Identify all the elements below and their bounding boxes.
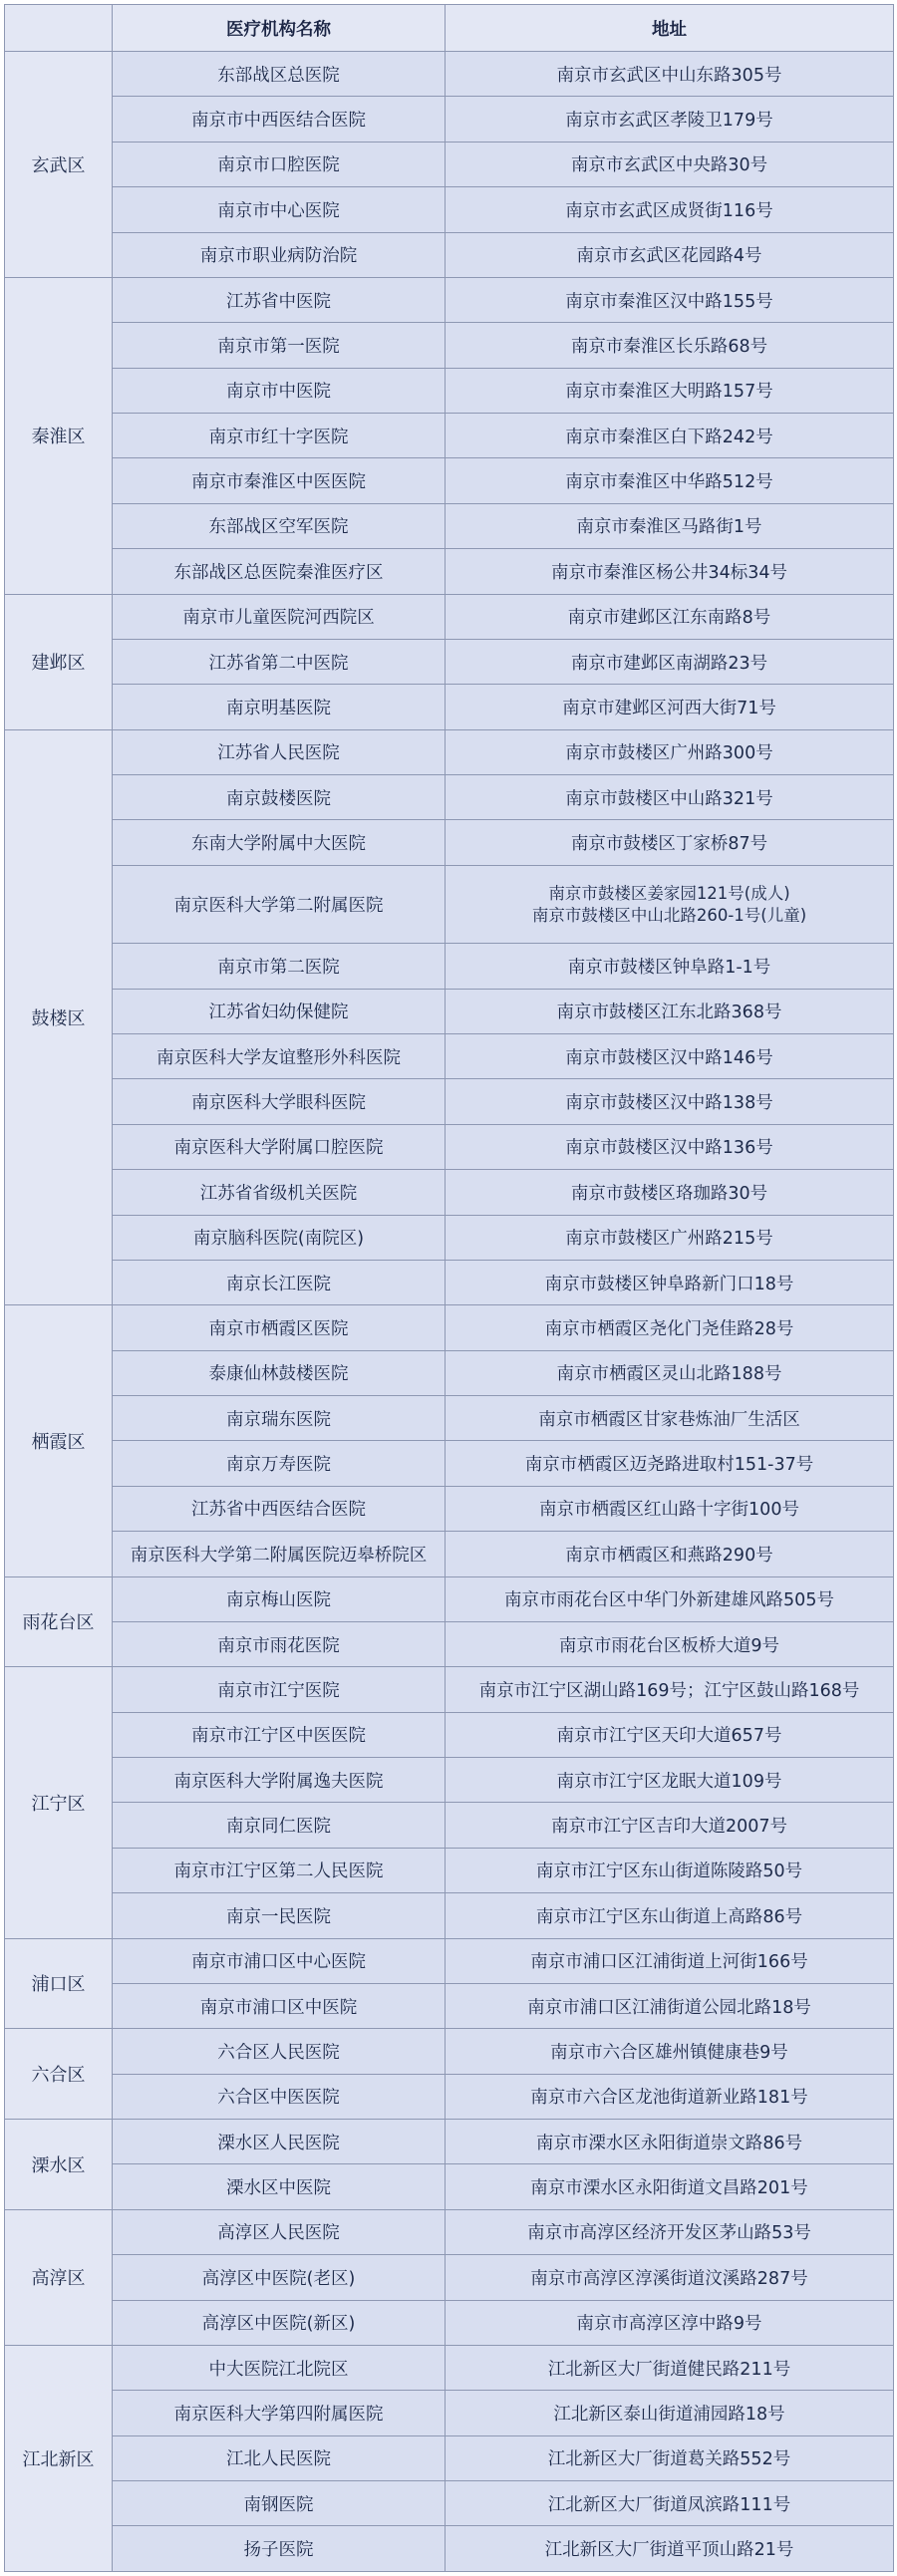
- hospital-name-cell: 南京梅山医院: [113, 1576, 446, 1621]
- table-row: [5, 52, 894, 97]
- table-row: [5, 2120, 894, 2164]
- hospital-name-cell: 东南大学附属中大医院: [113, 820, 446, 865]
- hospital-name-cell: 南京市中医院: [113, 368, 446, 413]
- address-cell: 南京市高淳区淳溪街道汶溪路287号: [446, 2255, 894, 2300]
- hospital-name-cell: 东部战区空军医院: [113, 503, 446, 548]
- address-cell: 南京市六合区雄州镇健康巷9号: [446, 2029, 894, 2074]
- address-cell: 南京市鼓楼区钟阜路1-1号: [446, 944, 894, 989]
- hospital-name-cell: 溧水区人民医院: [113, 2120, 446, 2164]
- hospital-name-cell: 南京市浦口区中心医院: [113, 1938, 446, 1983]
- table-row: [5, 2526, 894, 2572]
- address-cell: 南京市江宁区天印大道657号: [446, 1712, 894, 1757]
- district-cell: 浦口区: [5, 1938, 113, 2029]
- hospital-name-cell: 南京市第一医院: [113, 323, 446, 368]
- hospital-name-cell: 江苏省中医院: [113, 277, 446, 322]
- table-row: [5, 1486, 894, 1531]
- table-row: [5, 2300, 894, 2345]
- address-cell: 南京市秦淮区马路街1号: [446, 503, 894, 548]
- district-cell: 鼓楼区: [5, 729, 113, 1305]
- hospital-name-cell: 南京长江医院: [113, 1260, 446, 1304]
- address-cell: [446, 865, 894, 944]
- table-row: [5, 1215, 894, 1260]
- hospital-name-cell: 南京瑞东医院: [113, 1396, 446, 1441]
- header-address: 地址: [446, 5, 894, 52]
- table-row: [5, 820, 894, 865]
- hospital-name-cell: 江苏省省级机关医院: [113, 1170, 446, 1215]
- hospital-name-cell: 高淳区中医院(新区): [113, 2300, 446, 2345]
- address-cell: 南京市鼓楼区广州路215号: [446, 1215, 894, 1260]
- address-cell: 南京市浦口区江浦街道上河街166号: [446, 1938, 894, 1983]
- address-cell: 南京市鼓楼区汉中路136号: [446, 1124, 894, 1169]
- address-cell: 南京市玄武区中央路30号: [446, 142, 894, 186]
- address-cell: 南京市鼓楼区钟阜路新门口18号: [446, 1260, 894, 1304]
- table-row: [5, 1667, 894, 1712]
- hospital-name-cell: 南京市江宁区第二人民医院: [113, 1848, 446, 1892]
- address-cell: 江北新区泰山街道浦园路18号: [446, 2391, 894, 2435]
- address-cell: 南京市秦淮区大明路157号: [446, 368, 894, 413]
- table-row: [5, 1803, 894, 1848]
- address-cell: 南京市江宁区东山街道陈陵路50号: [446, 1848, 894, 1892]
- table-row: [5, 2029, 894, 2074]
- address-cell: 南京市玄武区花园路4号: [446, 232, 894, 277]
- table-row: [5, 2345, 894, 2390]
- district-cell: 高淳区: [5, 2209, 113, 2345]
- table-row: [5, 1712, 894, 1757]
- table-row: [5, 97, 894, 142]
- district-cell: 溧水区: [5, 2120, 113, 2210]
- table-row: [5, 1350, 894, 1395]
- district-cell: 秦淮区: [5, 277, 113, 594]
- hospital-name-cell: 江北人民医院: [113, 2435, 446, 2480]
- hospital-name-cell: 南京医科大学附属逸夫医院: [113, 1758, 446, 1803]
- hospital-name-cell: 高淳区人民医院: [113, 2209, 446, 2254]
- address-cell: 南京市溧水区永阳街道文昌路201号: [446, 2164, 894, 2209]
- header-row: [5, 5, 894, 52]
- table-row: [5, 685, 894, 729]
- district-cell: 玄武区: [5, 52, 113, 278]
- district-cell: 栖霞区: [5, 1305, 113, 1576]
- hospital-name-cell: 南京鼓楼医院: [113, 775, 446, 820]
- address-line: 南京市鼓楼区姜家园121号(成人): [548, 883, 790, 903]
- district-cell: 江宁区: [5, 1667, 113, 1938]
- table-row: [5, 1938, 894, 1983]
- district-cell: 六合区: [5, 2029, 113, 2120]
- table-row: [5, 1848, 894, 1892]
- address-cell: 南京市雨花台区中华门外新建雄风路505号: [446, 1576, 894, 1621]
- table-row: [5, 1576, 894, 1621]
- address-cell: 南京市高淳区淳中路9号: [446, 2300, 894, 2345]
- address-line: 南京市鼓楼区中山北路260-1号(儿童): [531, 905, 807, 925]
- address-cell: 南京市秦淮区长乐路68号: [446, 323, 894, 368]
- table-row: [5, 2209, 894, 2254]
- table-row: [5, 232, 894, 277]
- table-row: [5, 1124, 894, 1169]
- address-cell: 南京市建邺区河西大街71号: [446, 685, 894, 729]
- hospital-name-cell: 南京市红十字医院: [113, 414, 446, 458]
- hospital-name-cell: 南京市中西医结合医院: [113, 97, 446, 142]
- table-row: [5, 2255, 894, 2300]
- table-row: [5, 187, 894, 232]
- hospital-name-cell: 南京市江宁区中医医院: [113, 1712, 446, 1757]
- hospital-name-cell: 六合区中医医院: [113, 2074, 446, 2119]
- header-name: 医疗机构名称: [113, 5, 446, 52]
- hospital-name-cell: 南京医科大学附属口腔医院: [113, 1124, 446, 1169]
- address-cell: 南京市秦淮区汉中路155号: [446, 277, 894, 322]
- table-row: [5, 989, 894, 1033]
- hospital-name-cell: 南京市第二医院: [113, 944, 446, 989]
- hospital-name-cell: 南京医科大学第二附属医院迈皋桥院区: [113, 1532, 446, 1576]
- address-cell: 南京市秦淮区中华路512号: [446, 458, 894, 503]
- table-row: [5, 1034, 894, 1079]
- address-cell: 南京市栖霞区和燕路290号: [446, 1532, 894, 1576]
- hospital-name-cell: 江苏省第二中医院: [113, 639, 446, 684]
- address-cell: 南京市鼓楼区丁家桥87号: [446, 820, 894, 865]
- table-row: [5, 1441, 894, 1486]
- hospital-name-cell: 南京医科大学友谊整形外科医院: [113, 1034, 446, 1079]
- address-cell: 南京市玄武区中山东路305号: [446, 52, 894, 97]
- header-district: [5, 5, 113, 52]
- district-cell: 雨花台区: [5, 1576, 113, 1667]
- table-row: [5, 594, 894, 639]
- table-row: [5, 2435, 894, 2480]
- address-cell: 南京市栖霞区红山路十字街100号: [446, 1486, 894, 1531]
- address-cell: 南京市江宁区吉印大道2007号: [446, 1803, 894, 1848]
- district-cell: 江北新区: [5, 2345, 113, 2571]
- hospital-name-cell: 东部战区总医院: [113, 52, 446, 97]
- address-cell: 南京市鼓楼区汉中路138号: [446, 1079, 894, 1124]
- address-cell: 南京市鼓楼区汉中路146号: [446, 1034, 894, 1079]
- hospital-name-cell: 南京一民医院: [113, 1893, 446, 1938]
- hospital-name-cell: 南京市中心医院: [113, 187, 446, 232]
- address-cell: 南京市玄武区孝陵卫179号: [446, 97, 894, 142]
- hospital-name-cell: 南京医科大学眼科医院: [113, 1079, 446, 1124]
- address-cell: 南京市六合区龙池街道新业路181号: [446, 2074, 894, 2119]
- address-cell: 南京市栖霞区甘家巷炼油厂生活区: [446, 1396, 894, 1441]
- hospital-name-cell: 南钢医院: [113, 2481, 446, 2526]
- table-row: [5, 368, 894, 413]
- address-cell: 南京市鼓楼区江东北路368号: [446, 989, 894, 1033]
- table-row: [5, 2074, 894, 2119]
- hospital-name-cell: 南京脑科医院(南院区): [113, 1215, 446, 1260]
- table-row: [5, 1170, 894, 1215]
- address-cell: 南京市建邺区江东南路8号: [446, 594, 894, 639]
- hospital-name-cell: 南京市秦淮区中医医院: [113, 458, 446, 503]
- table-row: [5, 865, 894, 944]
- hospital-name-cell: 扬子医院: [113, 2526, 446, 2572]
- table-row: [5, 944, 894, 989]
- address-cell: 南京市雨花台区板桥大道9号: [446, 1621, 894, 1666]
- hospital-name-cell: 江苏省妇幼保健院: [113, 989, 446, 1033]
- address-cell: 南京市鼓楼区中山路321号: [446, 775, 894, 820]
- table-row: [5, 414, 894, 458]
- table-row: [5, 277, 894, 322]
- hospital-name-cell: 南京市栖霞区医院: [113, 1305, 446, 1350]
- address-cell: 江北新区大厂街道凤滨路111号: [446, 2481, 894, 2526]
- hospital-name-cell: 东部战区总医院秦淮医疗区: [113, 549, 446, 594]
- address-cell: 南京市鼓楼区广州路300号: [446, 729, 894, 774]
- hospital-name-cell: 南京市职业病防治院: [113, 232, 446, 277]
- table-row: [5, 2391, 894, 2435]
- hospital-name-cell: 南京市雨花医院: [113, 1621, 446, 1666]
- table-row: [5, 1893, 894, 1938]
- address-cell: 南京市栖霞区灵山北路188号: [446, 1350, 894, 1395]
- table-row: [5, 1621, 894, 1666]
- address-cell: 南京市秦淮区杨公井34标34号: [446, 549, 894, 594]
- hospital-name-cell: 溧水区中医院: [113, 2164, 446, 2209]
- table-row: [5, 729, 894, 774]
- district-cell: 建邺区: [5, 594, 113, 729]
- table-row: [5, 549, 894, 594]
- table-row: [5, 503, 894, 548]
- table-row: [5, 1396, 894, 1441]
- table-row: [5, 1079, 894, 1124]
- address-cell: 江北新区大厂街道葛关路552号: [446, 2435, 894, 2480]
- hospital-name-cell: 南京市儿童医院河西院区: [113, 594, 446, 639]
- table-row: [5, 1758, 894, 1803]
- table-row: [5, 1532, 894, 1576]
- table-row: [5, 1983, 894, 2028]
- hospital-table: [4, 4, 894, 2572]
- table-row: [5, 1305, 894, 1350]
- hospital-name-cell: 六合区人民医院: [113, 2029, 446, 2074]
- table-row: [5, 1260, 894, 1304]
- table-row: [5, 142, 894, 186]
- hospital-name-cell: 南京医科大学第二附属医院: [113, 865, 446, 944]
- hospital-name-cell: 中大医院江北院区: [113, 2345, 446, 2390]
- address-cell: 南京市秦淮区白下路242号: [446, 414, 894, 458]
- hospital-name-cell: 江苏省人民医院: [113, 729, 446, 774]
- address-cell: 南京市建邺区南湖路23号: [446, 639, 894, 684]
- table-body: [5, 52, 894, 2572]
- hospital-name-cell: 高淳区中医院(老区): [113, 2255, 446, 2300]
- table-row: [5, 775, 894, 820]
- hospital-name-cell: 南京市口腔医院: [113, 142, 446, 186]
- address-cell: 南京市玄武区成贤街116号: [446, 187, 894, 232]
- address-cell: 南京市栖霞区尧化门尧佳路28号: [446, 1305, 894, 1350]
- hospital-name-cell: 南京万寿医院: [113, 1441, 446, 1486]
- hospital-name-cell: 南京市江宁医院: [113, 1667, 446, 1712]
- table-row: [5, 2164, 894, 2209]
- hospital-name-cell: 泰康仙林鼓楼医院: [113, 1350, 446, 1395]
- hospital-name-cell: 江苏省中西医结合医院: [113, 1486, 446, 1531]
- address-cell: 江北新区大厂街道健民路211号: [446, 2345, 894, 2390]
- table-row: [5, 323, 894, 368]
- address-cell: 南京市溧水区永阳街道崇文路86号: [446, 2120, 894, 2164]
- address-cell: 南京市江宁区龙眠大道109号: [446, 1758, 894, 1803]
- address-cell: 南京市浦口区江浦街道公园北路18号: [446, 1983, 894, 2028]
- address-cell: 江北新区大厂街道平顶山路21号: [446, 2526, 894, 2572]
- address-cell: 南京市栖霞区迈尧路进取村151-37号: [446, 1441, 894, 1486]
- address-cell: 南京市鼓楼区珞珈路30号: [446, 1170, 894, 1215]
- hospital-name-cell: 南京同仁医院: [113, 1803, 446, 1848]
- table-row: [5, 2481, 894, 2526]
- hospital-name-cell: 南京明基医院: [113, 685, 446, 729]
- table-row: [5, 639, 894, 684]
- address-cell: 南京市江宁区东山街道上高路86号: [446, 1893, 894, 1938]
- hospital-name-cell: 南京市浦口区中医院: [113, 1983, 446, 2028]
- address-cell: 南京市高淳区经济开发区茅山路53号: [446, 2209, 894, 2254]
- address-cell: 南京市江宁区湖山路169号；江宁区鼓山路168号: [446, 1667, 894, 1712]
- table-row: [5, 458, 894, 503]
- hospital-name-cell: 南京医科大学第四附属医院: [113, 2391, 446, 2435]
